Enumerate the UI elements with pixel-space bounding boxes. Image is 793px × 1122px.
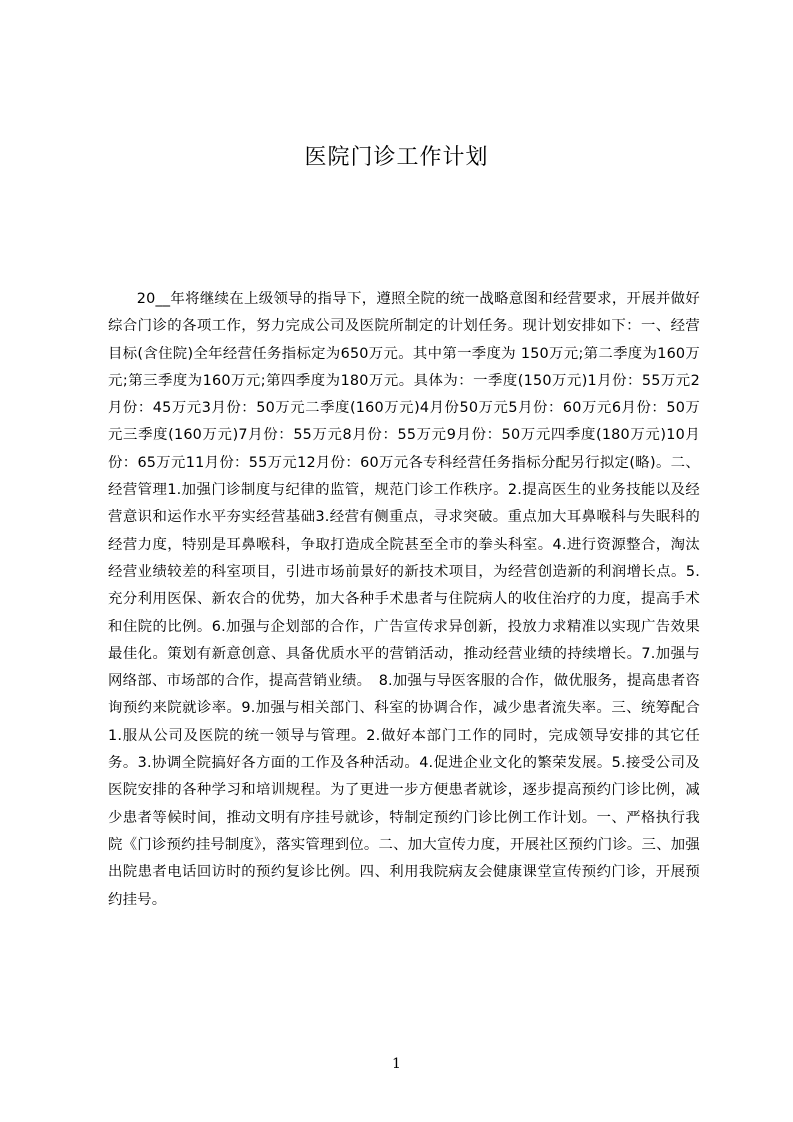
document-body-paragraph: 20__年将继续在上级领导的指导下，遵照全院的统一战略意图和经营要求，开展并做好综合门诊的各项工作，努力完成公司及医院所制定的计划任务。现计划安排如下：一、经营目标(含住院)全年经营任务指标定为650万元。其中第一季度为 150万元;第二季度为160万元;第三季度为160万元;第四季度为180万元。具体为：一季度(150万元)1月份：55万元2月份：45万元3月份：50万元二季度(160万元)4月份50万元5月份：60万元6月份：50万元三季度(160万元)7月份：55万元8月份：55万元9月份：50万元四季度(180万元)10月份：65万元11月份：55万元12月份：60万元各专科经营任务指标分配另行拟定(略)。二、经营管理1.加强门诊制度与纪律的监管，规范门诊工作秩序。2.提高医生的业务技能以及经营意识和运作水平夯实经营基础3.经营有侧重点，寻求突破。重点加大耳鼻喉科与失眠科的经营力度，特别是耳鼻喉科，争取打造成全院甚至全市的拳头科室。4.进行资源整合，淘汰经营业绩较差的科室项目，引进市场前景好的新技术项目，为经营创造新的利润增长点。5.充分利用医保、新农合的优势，加大各种手术患者与住院病人的收住治疗的力度，提高手术和住院的比例。6.加强与企划部的合作，广告宣传求异创新，投放力求精准以实现广告效果最佳化。策划有新意创意、具备优质水平的营销活动，推动经营业绩的持续增长。7.加强与网络部、市场部的合作，提高营销业绩。 8.加强与导医客服的合作，做优服务，提高患者咨询预约来院就诊率。9.加强与相关部门、科室的协调合作，减少患者流失率。三、统筹配合1.服从公司及医院的统一领导与管理。2.做好本部门工作的同时，完成领导安排的其它任务。3.协调全院搞好各方面的工作及各种活动。4.促进企业文化的繁荣发展。5.接受公司及医院安排的各种学习和培训规程。为了更进一步方便患者就诊，逐步提高预约门诊比例，减少患者等候时间，推动文明有序挂号就诊，特制定预约门诊比例工作计划。一、严格执行我院《门诊预约挂号制度》，落实管理到位。二、加大宣传力度，开展社区预约门诊。三、加强出院患者电话回访时的预约复诊比例。四、利用我院病友会健康课堂宣传预约门诊，开展预约挂号。 — [108, 291, 700, 908]
document-title: 医院门诊工作计划 — [304, 145, 489, 170]
page-number: 1 — [392, 1056, 401, 1072]
